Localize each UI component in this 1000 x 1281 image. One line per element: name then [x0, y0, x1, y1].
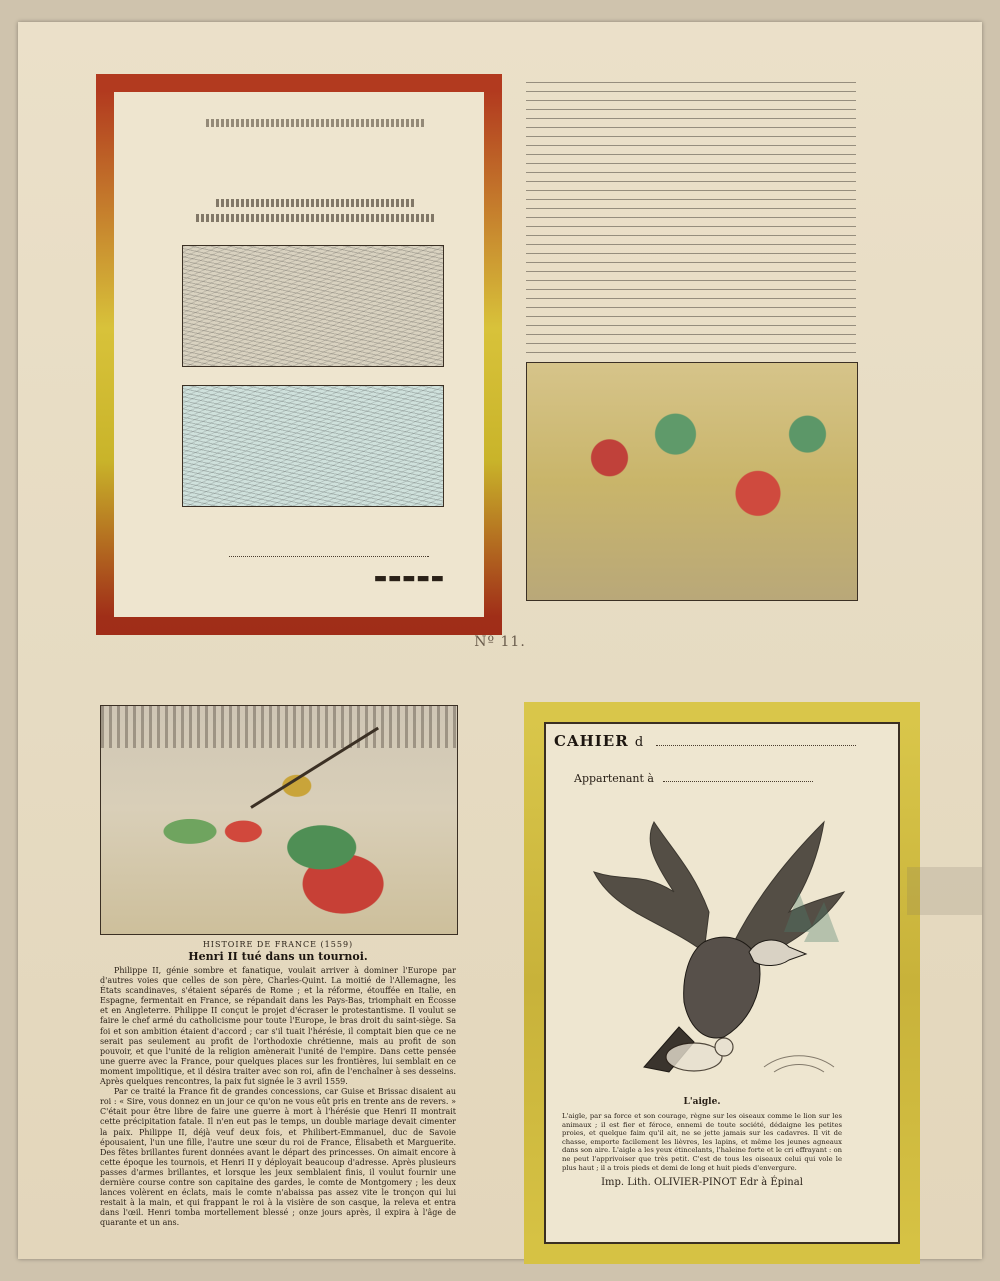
printer-imprint: Imp. Lith. OLIVIER-PINOT Edr à Épinal [601, 1177, 803, 1188]
paper-stain [907, 867, 982, 915]
crowd-stands [101, 706, 457, 748]
cahier-title-text: CAHIER [554, 732, 629, 750]
inverted-cahier-cover [96, 74, 502, 635]
eagle-nest [764, 1056, 834, 1072]
story-kicker: HISTOIRE DE FRANCE (1559) [202, 940, 354, 949]
inverted-temple-illustration [182, 385, 444, 507]
inverted-cahier-title: ▬▬▬▬▬ [372, 571, 444, 587]
inverted-caption-lines-2 [214, 199, 414, 207]
eagle-body [684, 937, 760, 1038]
eagle-description: L'aigle, par sa force et son courage, règne sur les oiseaux comme le lion sur les animaux ; il est fier et féroce, ennemi de toute société, dédaigne les petites proies, et quelque faim qu'il ait, ne se jette jamais sur les cadavres. Il vit de chasse, emporte facilement les lièvres, les lapins, et même les jeunes agneaux dans son aire. L'aigle a les yeux étincelants, l'haleine forte et le cri effrayant : on ne peut l'apprivoiser que très petit. C'est de tous les oiseaux celui qui vole le plus haut ; il a trois pieds et demi de long et huit pieds d'envergure. [562, 1112, 842, 1172]
tournament-illustration [100, 705, 458, 935]
inverted-caption-lines [194, 214, 434, 222]
cahier-title-line [656, 745, 856, 746]
cahier-title [554, 732, 856, 750]
owner-line [663, 781, 813, 782]
inverted-imprint-line [204, 119, 424, 127]
inverted-assassination-illustration [526, 362, 858, 601]
print-sheet [18, 22, 982, 1259]
inverted-owner-line [229, 556, 429, 557]
eagle-head [749, 940, 806, 966]
story-title: Henri II tué dans un tournoi. [188, 950, 368, 963]
inverted-cottage-illustration [182, 245, 444, 367]
cahier-title-suffix: d [634, 735, 645, 750]
story-paragraph: Philippe II, génie sombre et fanatique, voulait arriver à dominer l'Europe par d'autres voies que celles de son père, Charles-Quint. La moitié de l'Allemagne, les États scandinaves, s'étaient séparés de Rome ; et la réforme, étouffée en Italie, en Espagne, fermentait en France, se répandait dans les Pays-Bas, triomphait en Écosse et en Angleterre. Philippe II conçut le projet d'écraser le protestantisme. Il voulut se faire le chef armé du catholicisme pour toute l'Europe, le bras droit du saint-siège. Sa foi et son ambition étaient d'accord ; car s'il tuait l'hérésie, il comptait bien que ce ne serait pas seulement au profit de l'orthodoxie chrétienne, mais au profit de son pouvoir, et que l'unité de la religion amènerait l'unité de l'empire. Dans cette pensée une guerre avec la France, pour quelques places sur les frontières, lui semblait en ce moment impolitique, et il désira traiter avec son roi, afin de l'enchaîner à ses desseins. Après quelques rencontres, la paix fut signée le 3 avril 1559. [100, 966, 456, 1087]
owner-label: Appartenant à [574, 772, 654, 785]
sheet-number: Nº 11. [474, 634, 526, 650]
owner-field [574, 772, 813, 785]
inverted-cahier-contents [114, 92, 484, 617]
eagle-caption: L'aigle. [683, 1097, 721, 1107]
cahier-cover-inner [544, 722, 900, 1244]
eagle-left-wing [594, 822, 709, 952]
inverted-story-text [526, 82, 856, 357]
eagle-illustration [584, 802, 860, 1092]
cahier-cover [524, 702, 920, 1264]
story-body [100, 966, 456, 1228]
story-paragraph: Par ce traité la France fit de grandes concessions, car Guise et Brissac disaient au roi : « Sire, vous donnez en un jour ce qu'on ne vous eût pris en trente ans de revers. » C'était pour être libre de faire une guerre à mort à l'hérésie que Henri II montrait cette précipitation fatale. Il n'en eut pas le temps, un double mariage devait cimenter la paix. Philippe II, déjà veuf deux fois, et Philibert-Emmanuel, duc de Savoie épousaient, l'un une fille, l'autre une sœur du roi de France, Élisabeth et Marguerite. Des fêtes brillantes furent données avant le départ des princesses. On aimait encore à cette époque les tournois, et Henri II y déployait beaucoup d'adresse. Après plusieurs passes d'armes brillantes, et lorsque les jeux semblaient finis, il voulut fournir une dernière course contre son capitaine des gardes, le comte de Montgomery ; les deux lances volèrent en éclats, mais le comte n'abaissa pas assez vite le tronçon qui lui restait à la main, et qui frappant le roi à la visière de son casque, la releva et entra dans l'œil. Henri tomba mortellement blessé ; onze jours après, il expira à l'âge de quarante et un ans. [100, 1087, 456, 1228]
